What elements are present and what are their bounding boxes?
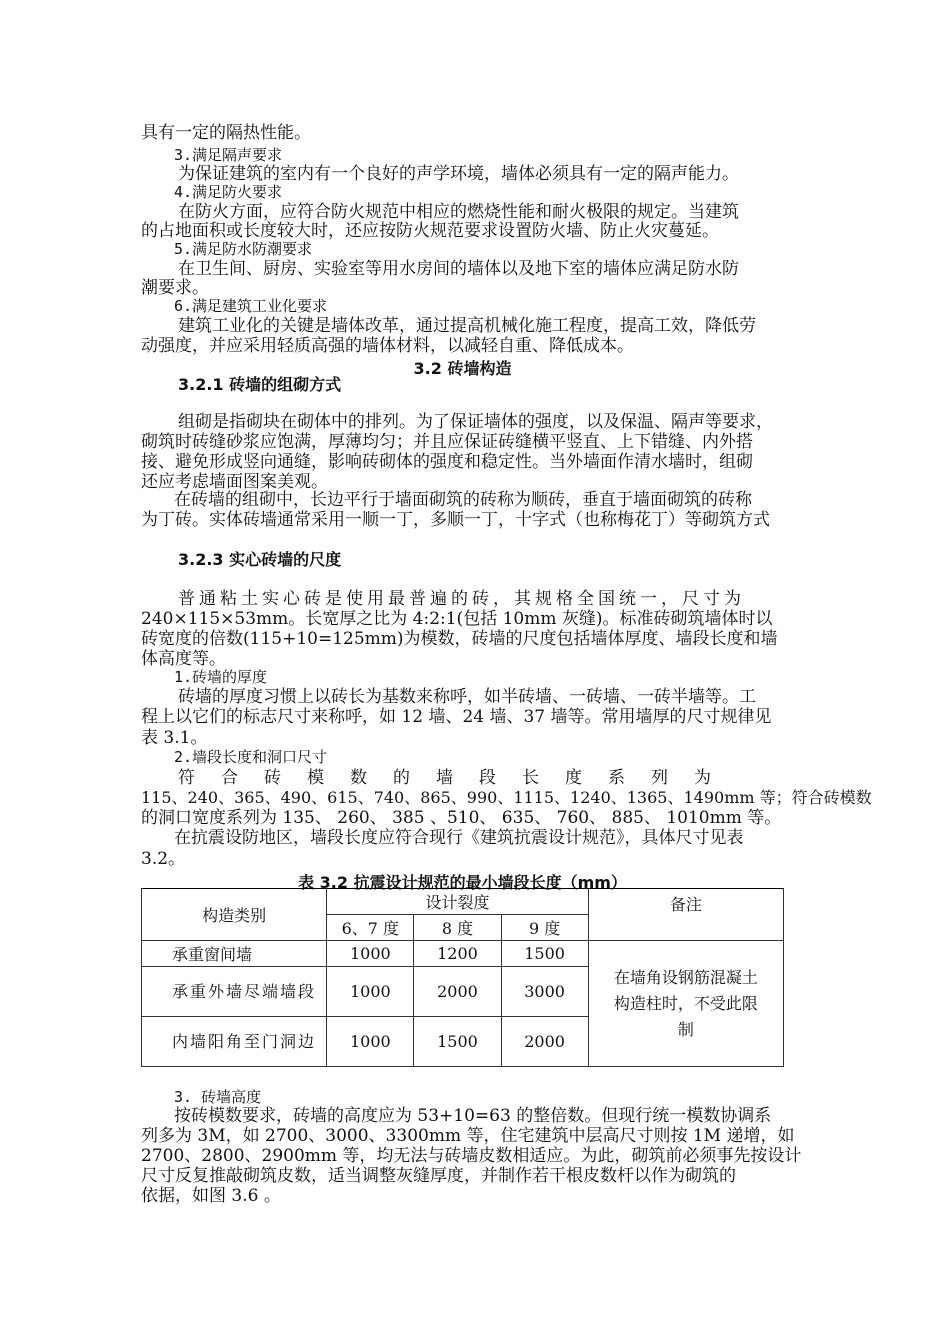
- table-row: [142, 941, 784, 967]
- text-line: 接、避免形成竖向通缝，影响砖砌体的强度和稳定性。当外墙面作清水墙时，组砌: [141, 452, 753, 472]
- item-heading: 5.满足防水防潮要求: [174, 240, 313, 258]
- text-line: 建筑工业化的关键是墙体改革，通过提高机械化施工程度，提高工效，降低劳: [178, 316, 756, 336]
- text-line: 在抗震设防地区，墙段长度应符合现行《建筑抗震设计规范》，具体尺寸见表: [174, 828, 744, 848]
- text-line: 潮要求。: [141, 278, 209, 298]
- cell: 3000: [501, 967, 588, 1017]
- text-line: 砌筑时砖缝砂浆应饱满，厚薄均匀；并且应保证砖缝横平竖直、上下错缝、内外搭: [141, 432, 753, 452]
- text-line: 砖墙的厚度习惯上以砖长为基数来称呼，如半砖墙、一砖墙、一砖半墙等。工: [178, 687, 756, 707]
- cell: 1000: [327, 1017, 414, 1067]
- cell: 2000: [501, 1017, 588, 1067]
- row-name: 承重外墙尽端墙段: [142, 967, 327, 1017]
- header-note: 备注: [588, 889, 783, 941]
- item-heading: 2.墙段长度和洞口尺寸: [174, 748, 328, 766]
- text-line: 依据，如图 3.6 。: [141, 1186, 281, 1206]
- table-title: 表 3.2 抗震设计规范的最小墙段长度（mm）: [298, 873, 627, 892]
- text-line: 具有一定的隔热性能。: [141, 123, 311, 143]
- degree-header: 6、7 度: [327, 915, 414, 941]
- header-group: 设计裂度: [327, 889, 588, 915]
- item-heading: 1.砖墙的厚度: [174, 668, 268, 686]
- degree-header: 8 度: [414, 915, 501, 941]
- header-type: 构造类别: [142, 889, 327, 941]
- cell: 2000: [414, 967, 501, 1017]
- note-cell: 在墙角设钢筋混凝土构造柱时，不受此限制: [588, 941, 783, 1067]
- text-line: 动强度，并应采用轻质高强的墙体材料，以减轻自重、降低成本。: [141, 336, 634, 356]
- item-heading: 6.满足建筑工业化要求: [174, 297, 328, 315]
- subsection-title: 3.2.1 砖墙的组砌方式: [178, 375, 342, 394]
- text-line: 组砌是指砌块在砌体中的排列。为了保证墙体的强度，以及保温、隔声等要求，: [178, 412, 773, 432]
- text-line: 按砖模数要求，砖墙的高度应为 53+10=63 的整倍数。但现行统一模数协调系: [174, 1106, 772, 1126]
- item-heading: 3.满足隔声要求: [174, 146, 283, 164]
- subsection-title: 3.2.3 实心砖墙的尺度: [178, 550, 342, 569]
- item-heading: 4.满足防火要求: [174, 183, 283, 201]
- row-name: 承重窗间墙: [142, 941, 327, 967]
- text-line: 砖宽度的倍数(115+10=125mm)为模数，砖墙的尺度包括墙体厚度、墙段长度和墙: [141, 629, 778, 649]
- text-line: 尺寸反复推敲砌筑皮数，适当调整灰缝厚度，并制作若干根皮数杆以作为砌筑的: [141, 1166, 736, 1186]
- text-line: 普通粘土实心砖是使用最普遍的砖，其规格全国统一，尺寸为: [178, 589, 745, 609]
- text-line: 为保证建筑的室内有一个良好的声学环境，墙体必须具有一定的隔声能力。: [178, 164, 739, 184]
- text-line: 符合砖模数的墙段长度系列为: [178, 768, 737, 788]
- text-line: 240×115×53mm。长宽厚之比为 4:2:1(包括 10mm 灰缝)。标准砖砌筑墙体时以: [141, 609, 773, 629]
- text-line: 115、240、365、490、615、740、865、990、1115、1240、1365、1490mm 等；符合砖模数: [141, 788, 872, 807]
- item-heading: 3. 砖墙高度: [174, 1088, 262, 1106]
- cell: 1200: [414, 941, 501, 967]
- cell: 1500: [414, 1017, 501, 1067]
- text-line: 列多为 3M，如 2700、3000、3300mm 等，住宅建筑中层高尺寸则按 1M 递增，如: [141, 1126, 795, 1146]
- text-line: 2700、2800、2900mm 等，均无法与砖墙皮数相适应。为此，砌筑前必须事先按设计: [141, 1146, 802, 1166]
- cell: 1000: [327, 941, 414, 967]
- text-line: 体高度等。: [141, 649, 226, 669]
- cell: 1000: [327, 967, 414, 1017]
- text-line: 的洞口宽度系列为 135、 260、 385 、510、 635、 760、 885、 1010mm 等。: [141, 808, 782, 828]
- min-wall-length-table: [141, 888, 784, 1067]
- text-line: 表 3.1。: [141, 728, 208, 748]
- text-line: 3.2。: [141, 849, 186, 869]
- row-name: 内墙阳角至门洞边: [142, 1017, 327, 1067]
- text-line: 在砖墙的组砌中，长边平行于墙面砌筑的砖称为顺砖，垂直于墙面砌筑的砖称: [174, 490, 752, 510]
- text-line: 程上以它们的标志尺寸来称呼，如 12 墙、24 墙、37 墙等。常用墙厚的尺寸规律见: [141, 707, 772, 727]
- text-line: 为丁砖。实体砖墙通常采用一顺一丁，多顺一丁，十字式（也称梅花丁）等砌筑方式: [141, 510, 770, 530]
- degree-header: 9 度: [501, 915, 588, 941]
- section-title: 3.2 砖墙构造: [413, 359, 512, 378]
- text-line: 在防火方面，应符合防火规范中相应的燃烧性能和耐火极限的规定。当建筑: [178, 202, 739, 222]
- cell: 1500: [501, 941, 588, 967]
- text-line: 在卫生间、厨房、实验室等用水房间的墙体以及地下室的墙体应满足防水防: [178, 259, 739, 279]
- text-line: 的占地面积或长度较大时，还应按防火规范要求设置防火墙、防止火灾蔓延。: [141, 221, 719, 241]
- text-line: 还应考虑墙面图案美观。: [141, 472, 328, 492]
